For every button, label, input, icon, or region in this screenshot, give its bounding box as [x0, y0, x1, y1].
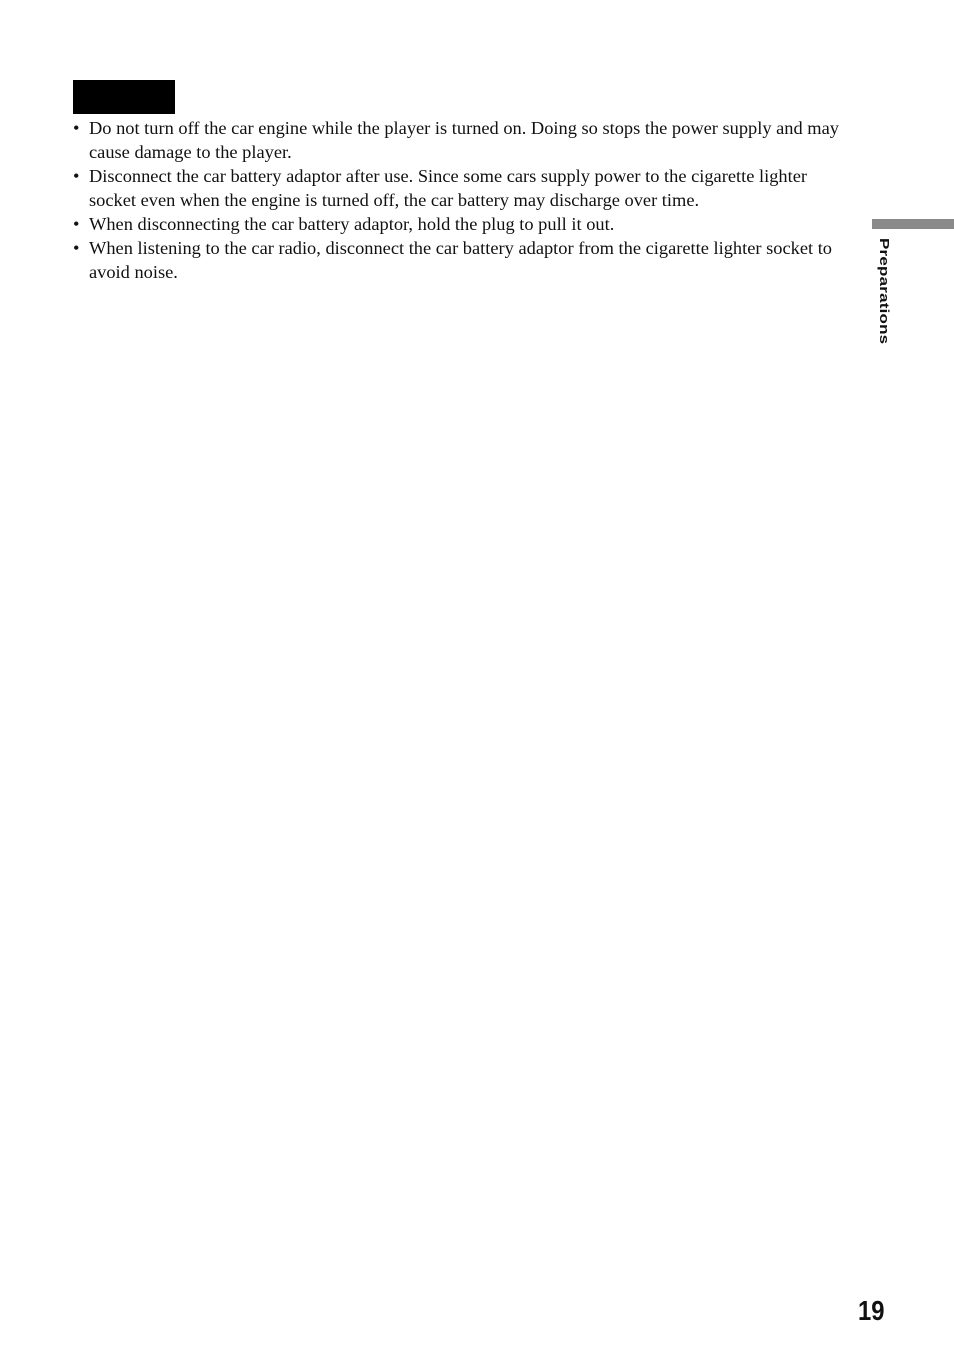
note-text: Do not turn off the car engine while the player is turned on. Doing so stops the power supply and may cause damage to the player.: [89, 118, 839, 162]
notes-heading-bar: [73, 80, 175, 114]
notes-list: [73, 116, 845, 284]
list-item: [73, 236, 845, 284]
note-text: Disconnect the car battery adaptor after use. Since some cars supply power to the cigarette lighter socket even when the engine is turned off, the car battery may discharge over time.: [89, 166, 807, 210]
page-number: 19: [858, 1295, 885, 1326]
section-tab-label: Preparations: [876, 238, 892, 345]
bullet: •: [73, 118, 80, 138]
bullet: •: [73, 238, 80, 258]
list-item: [73, 116, 845, 164]
bullet: •: [73, 166, 80, 186]
section-tab-bar: [872, 219, 954, 229]
bullet: •: [73, 214, 80, 234]
note-text: When listening to the car radio, disconnect the car battery adaptor from the cigarette lighter socket to avoid noise.: [89, 238, 832, 282]
list-item: [73, 212, 845, 236]
note-text: When disconnecting the car battery adaptor, hold the plug to pull it out.: [89, 214, 615, 234]
list-item: [73, 164, 845, 212]
